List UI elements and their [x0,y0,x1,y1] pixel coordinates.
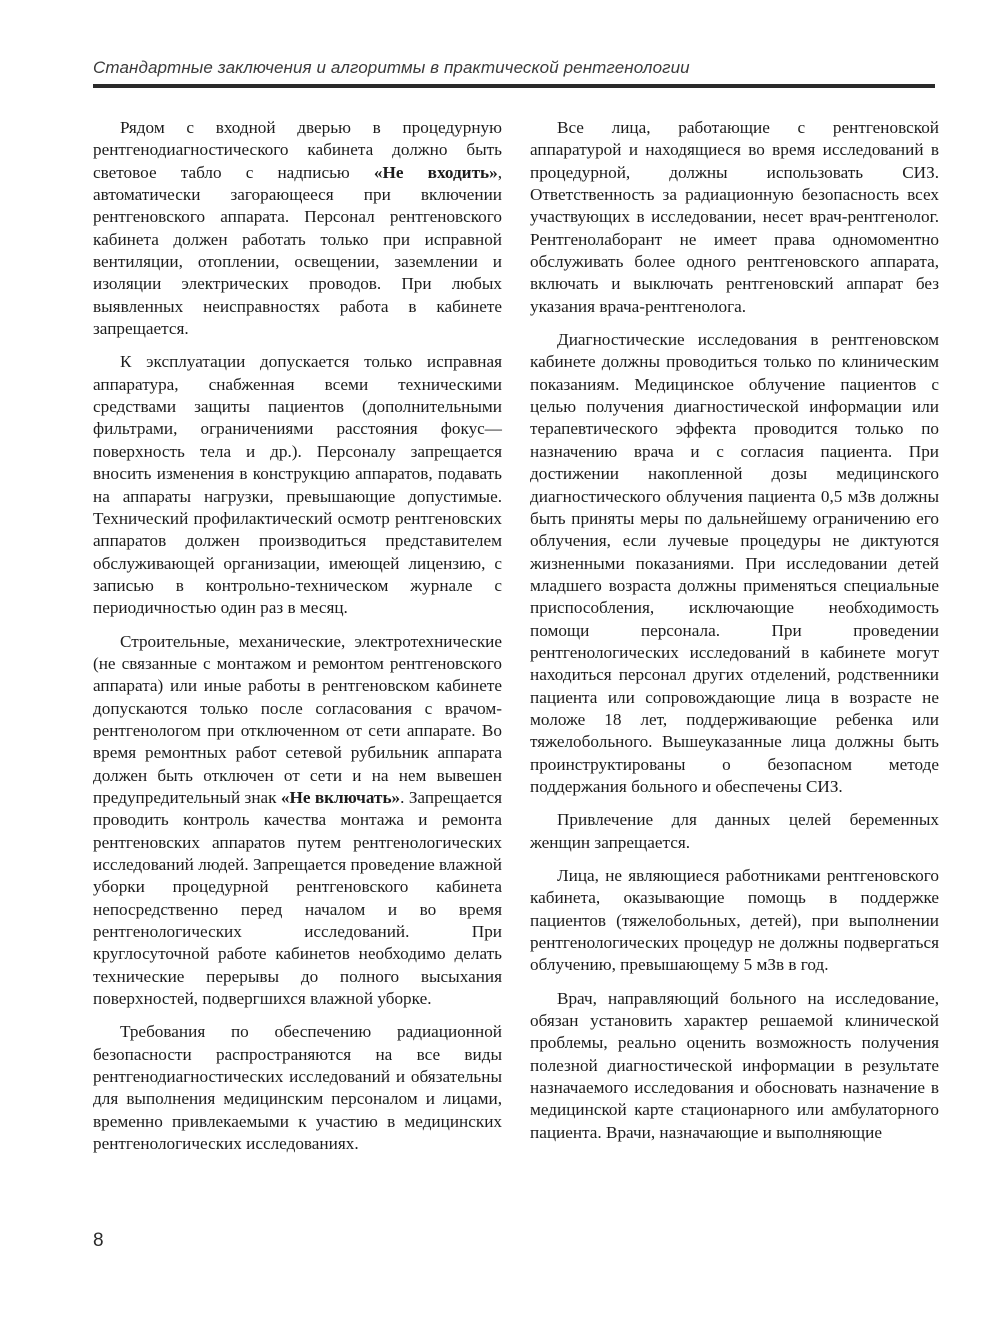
paragraph: Привлечение для данных целей беременных женщин запрещается. [530,810,939,852]
paragraph-text: Строительные, механические, электротехнические (не связанные с монтажом и ремонтом рентгеновского аппарата) или иные работы в рентгеновском кабинете допускаются только после согласования с врачом-рентгенологом при отключенном от сети аппарате. Во время ремонтных работ сетевой рубильник аппарата должен быть отключен от сети и на нем вывешен предупредительный знак [93,631,502,807]
left-column [93,117,502,1166]
paragraph: Все лица, работающие с рентгеновской аппаратурой и находящиеся во время исследований в процедурной, должны использовать СИЗ. Ответственность за радиационную безопасность всех участвующих в исследовании, несет врач-рентгенолог. Рентгенолаборант не имеет права одномоментно обслуживать более одного рентгеновского аппарата, включать и выключать рентгеновский аппарат без указания врача-рентгенолога. [530,118,939,316]
paragraph: Диагностические исследования в рентгеновском кабинете должны проводиться только по клиническим показаниям. Медицинское облучение пациентов с целью получения диагностической информации или терапевтического эффекта проводится только по назначению врача и с согласия пациента. При достижении накопленной дозы медицинского диагностического облучения пациента 0,5 мЗв должны быть приняты меры по дальнейшему ограничению его облучения, если лучевые процедуры не диктуются жизненными показаниями. При исследовании детей младшего возраста должны применяться специальные приспособления, исключающие необходимость помощи персонала. При проведении рентгенологических исследований в кабинете могут находиться персонал других отделений, родственники пациента или сопровождающие лица в возрасте не моложе 18 лет, поддерживающие ребенка или тяжелобольного. Вышеуказанные лица должны быть проинструктированы о безопасном методе поддержания больного и обеспечены СИЗ. [530,330,939,796]
paragraph: К эксплуатации допускается только исправная аппаратура, снабженная всеми техническими средствами защиты пациентов (дополнительными фильтрами, ограничениями расстояния фокус—поверхность тела и др.). Персоналу запрещается вносить изменения в конструкцию аппаратов, подавать на аппараты нагрузки, превышающие допустимые. Технический профилактический осмотр рентгеновских аппаратов должен производиться представителем обслуживающей организации, имеющей лицензию, с записью в контрольно-техническом журнале с периодичностью один раз в месяц. [93,352,502,618]
right-column [530,117,939,1155]
paragraph [93,631,502,1011]
paragraph-text: . Запрещается проводить контроль качества монтажа и ремонта рентгеновских аппаратов путем рентгенологических исследований людей. Запрещается проведение влажной уборки процедурной рентгеновского кабинета непосредственно перед началом и во время рентгенологических исследований. При круглосуточной работе кабинетов необходимо делать технические перерывы до полного высыхания поверхностей, подвергшихся влажной уборке. [93,787,502,1009]
paragraph: Врач, направляющий больного на исследование, обязан установить характер решаемой клинической проблемы, реально оценить возможность получения полезной диагностической информации в результате назначаемого исследования и обосновать назначение в медицинской карте стационарного или амбулаторного пациента. Врачи, назначающие и выполняющие [530,988,939,1142]
bold-sign-text: «Не входить» [373,162,498,182]
paragraph [93,117,502,340]
paragraph: Требования по обеспечению радиационной безопасности распространяются на все виды рентгенодиагностических исследований и обязательны для выполнения медицинским персоналом и лицами, временно привлекаемыми к участию в медицинских рентгенологических исследованиях. [93,1022,502,1154]
page-number: 8 [93,1230,104,1251]
paragraph-text: , автоматически загорающееся при включении рентгеновского аппарата. Персонал рентгеновского кабинета должен работать только при исправной вентиляции, отоплении, освещении, заземлении и изоляции электрических проводов. При любых выявленных неисправностях работа в кабинете запрещается. [93,162,502,339]
paragraph: Лица, не являющиеся работниками рентгеновского кабинета, оказывающие помощь в поддержке пациентов (тяжелобольных, детей), при выполнении рентгенологических процедур не должны подвергаться облучению, превышающему 5 мЗв в год. [530,866,939,975]
running-header: Стандартные заключения и алгоритмы в практической рентгенологии [93,58,690,77]
header-rule [93,84,935,88]
bold-sign-text: «Не включать» [280,787,401,807]
paragraph-text: Рядом с входной дверью в процедурную рентгенодиагностического кабинета должно быть световое табло с надписью [93,118,502,182]
